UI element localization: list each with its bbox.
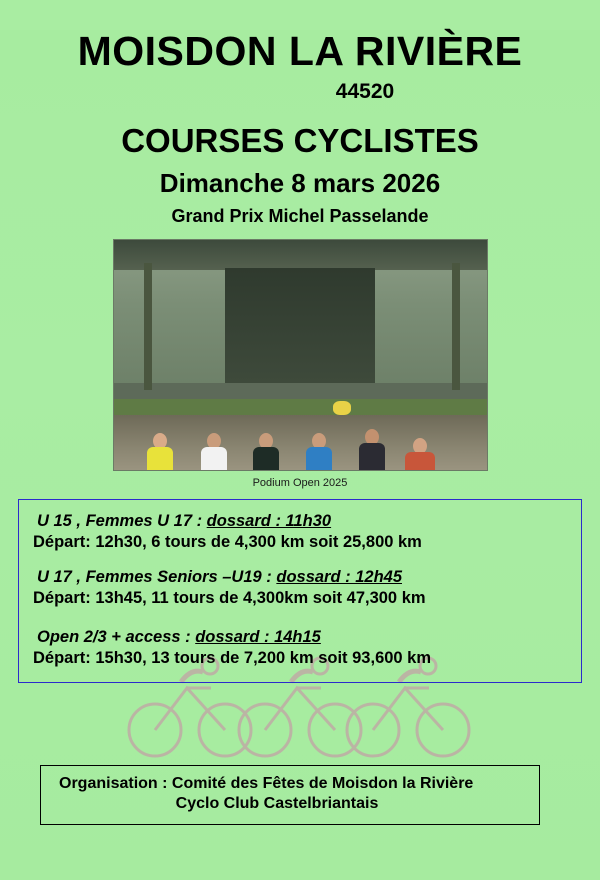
race-categories-text: U 15 , Femmes U 17 : [37,512,207,531]
photo-post-left [144,263,152,390]
photo-block [113,239,488,489]
race-details: Départ: 13h45, 11 tours de 4,300km soit 47,300 km [33,589,426,608]
photo-grass [114,399,487,415]
race-details: Départ: 12h30, 6 tours de 4,300 km soit 25,800 km [33,533,422,552]
grand-prix-subtitle: Grand Prix Michel Passelande [171,206,429,227]
postcode: 44520 [335,80,395,104]
race-entry [33,568,567,608]
race-entry [33,628,567,668]
race-categories [37,568,567,587]
race-categories-text: U 17 , Femmes Seniors –U19 : [37,568,277,587]
event-type-title: COURSES CYCLISTES [121,122,479,160]
organisation-line-2: Cyclo Club Castelbriantais [175,795,379,812]
photo-roof [114,240,487,270]
races-box [18,499,582,683]
page-title: MOISDON LA RIVIÈRE [77,28,523,74]
photo-post-right [452,263,460,390]
photo-doorway [225,268,374,383]
organisation-box [40,765,540,825]
race-bib-time: dossard : 12h45 [276,568,402,587]
race-bib-time: dossard : 11h30 [206,512,332,531]
event-date: Dimanche 8 mars 2026 [159,168,441,199]
race-details: Départ: 15h30, 13 tours de 7,200 km soit 93,600 km [33,649,432,668]
race-categories-text: Open 2/3 + access : [37,628,196,647]
race-categories [37,512,567,531]
poster-page [0,30,600,880]
organisation-line-1: Organisation : Comité des Fêtes de Moisdon la Rivière [59,775,474,792]
podium-photo [113,239,488,471]
race-bib-time: dossard : 14h15 [195,628,321,647]
race-entry [33,512,567,552]
race-categories [37,628,567,647]
photo-caption: Podium Open 2025 [252,477,348,490]
